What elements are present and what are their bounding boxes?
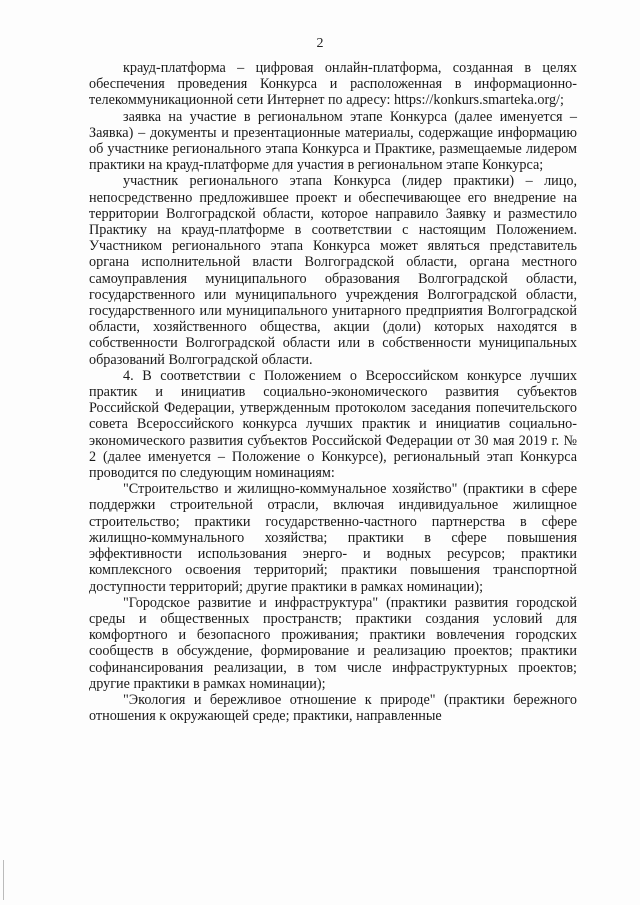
scan-edge-mark [3, 860, 4, 900]
paragraph-nomination-ecology: "Экология и бережливое отношение к природе" (практики бережного отношения к окружающей среде; практики, направленные [89, 691, 577, 725]
paragraph-nomination-urban: "Городское развитие и инфраструктура" (практики развития городской среды и общественных пространств; практики создания условий для комфортного и безопасного проживания; практики вовлечения городских сообществ в обсуждение, формирование и реализацию проектов; практики софинансирования реализации, в том числе инфраструктурных проектов; другие практики в рамках номинации); [89, 594, 577, 692]
paragraph-application: заявка на участие в региональном этапе Конкурса (далее именуется – Заявка) – документы и презентационные материалы, содержащие информацию об участнике регионального этапа Конкурса и Практике, размещаемые лидером практики на крауд-платформе для участия в региональном этапе Конкурса; [89, 108, 577, 174]
paragraph-section-4: 4. В соответствии с Положением о Всероссийском конкурсе лучших практик и инициатив социально-экономического развития субъектов Российской Федерации, утвержденным протоколом заседания попечительского совета Всероссийского конкурса лучших практик и инициатив социально-экономического развития субъектов Российской Федерации от 30 мая 2019 г. № 2 (далее именуется – Положение о Конкурсе), региональный этап Конкурса проводится по следующим номинациям: [89, 367, 577, 482]
paragraph-participant: участник регионального этапа Конкурса (лидер практики) – лицо, непосредственно предложившее проект и обеспечивающее его внедрение на территории Волгоградской области, которое направило Заявку и разместило Практику на крауд-платформе в соответствии с настоящим Положением. Участником регионального этапа Конкурса может являться представитель органа исполнительной власти Волгоградской области, органа местного самоуправления муниципального образования Волгоградской области, государственного или муниципального учреждения Волгоградской области, государственного или муниципального унитарного предприятия Волгоградской области, хозяйственного общества, акции (доли) которых находятся в собственности Волгоградской области или в собственности муниципальных образований Волгоградской области. [89, 173, 577, 368]
paragraph-nomination-construction: "Строительство и жилищно-коммунальное хозяйство" (практики в сфере поддержки строительной отрасли, включая индивидуальное жилищное строительство; практики государственно-частного партнерства в сфере жилищно-коммунального хозяйства; практики в сфере повышения эффективности использования энерго- и водных ресурсов; практики комплексного освоения территорий; практики повышения транспортной доступности территорий; другие практики в рамках номинации); [89, 481, 577, 595]
paragraph-crowd-platform: крауд-платформа – цифровая онлайн-платформа, созданная в целях обеспечения проведения Конкурса и расположенная в информационно-телекоммуникационной сети Интернет по адресу: https://konkurs.smarteka.org/; [89, 60, 577, 109]
document-body [89, 60, 577, 724]
page-number: 2 [316, 36, 324, 51]
